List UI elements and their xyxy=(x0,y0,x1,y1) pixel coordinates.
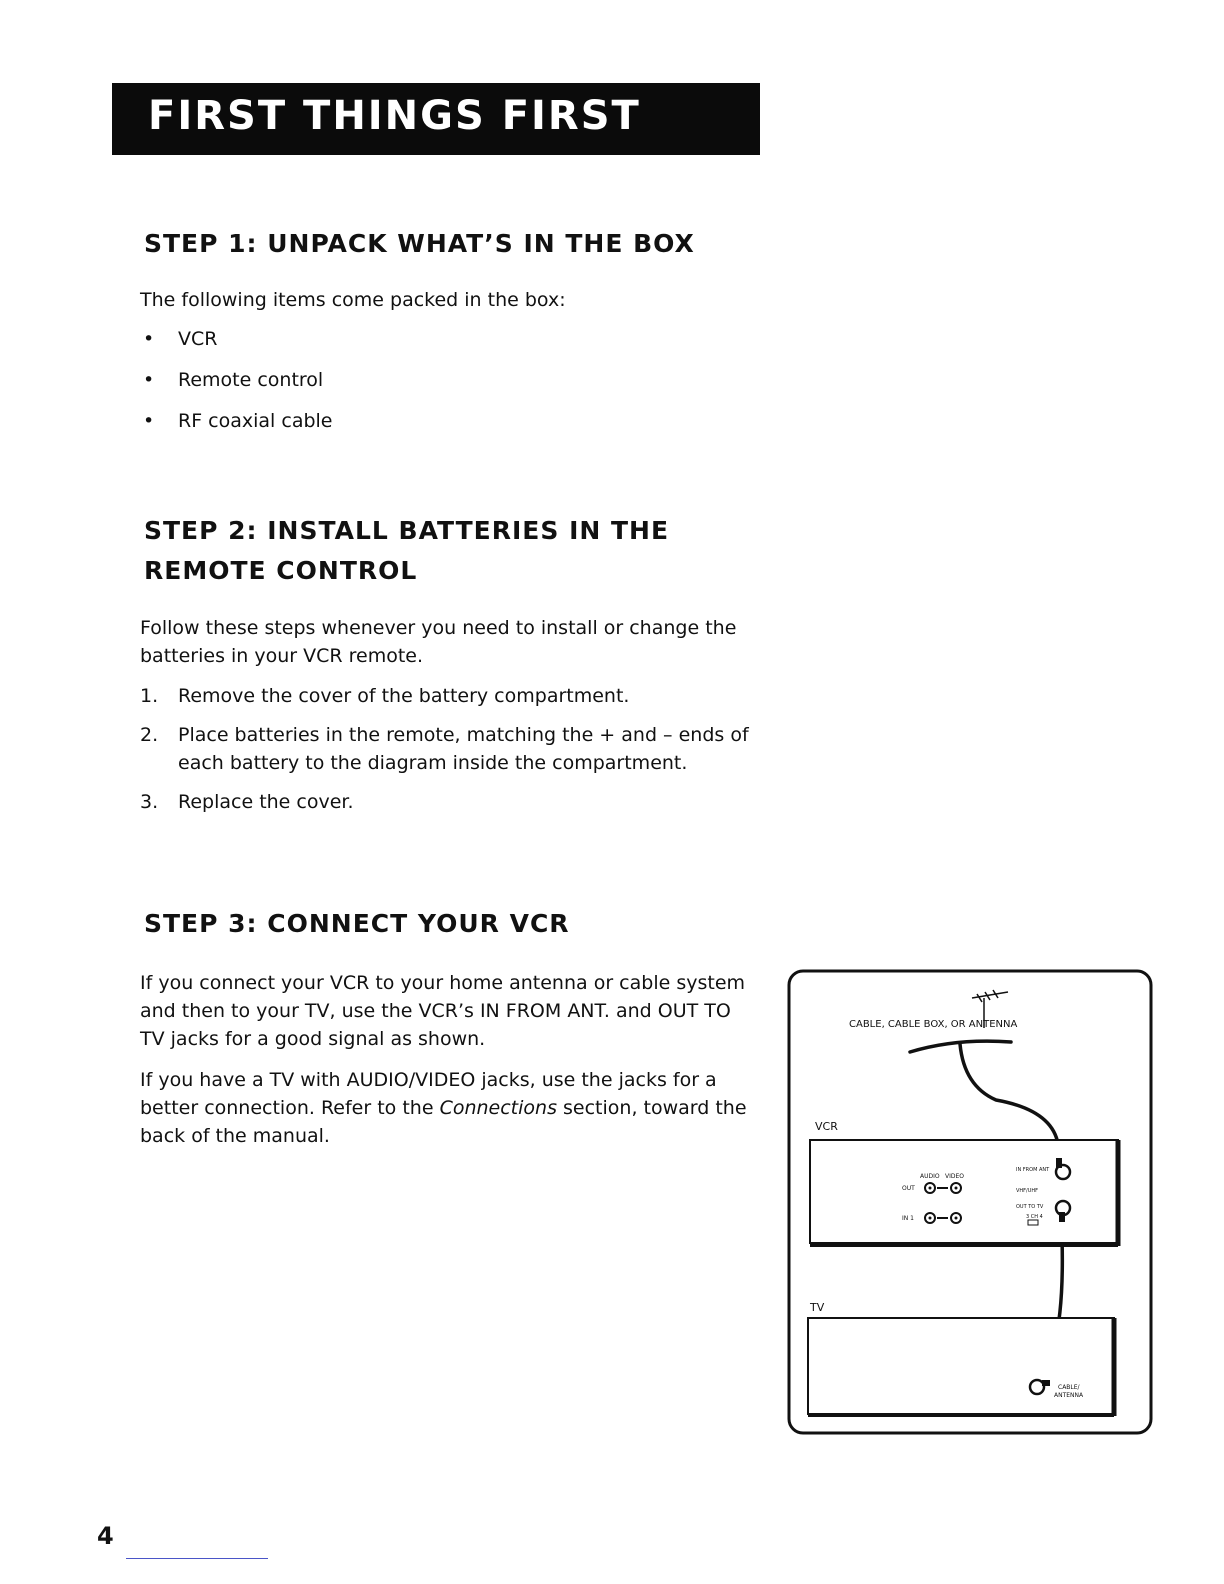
banner-title: FIRST THINGS FIRST xyxy=(148,93,641,139)
section-banner xyxy=(112,83,760,155)
tv-box xyxy=(808,1318,1114,1414)
step3-heading: STEP 3: CONNECT YOUR VCR xyxy=(144,909,570,938)
list-item: 1. Remove the cover of the battery compartment. xyxy=(140,685,630,707)
cable-antenna-label-2: ANTENNA xyxy=(1054,1392,1084,1399)
out-label: OUT xyxy=(902,1185,915,1192)
footer-rule xyxy=(126,1558,268,1559)
step2-intro: Follow these steps whenever you need to install or change the batteries in your VCR remote. xyxy=(140,617,737,667)
cable-antenna-label-1: CABLE/ xyxy=(1058,1384,1080,1391)
in-from-ant-label: IN FROM ANT xyxy=(1016,1167,1050,1173)
step2-heading-line2: REMOTE CONTROL xyxy=(144,556,418,585)
connections-reference: Connections xyxy=(439,1097,557,1119)
audio-label: AUDIO xyxy=(920,1173,940,1180)
out-to-tv-label: OUT TO TV xyxy=(1016,1204,1044,1210)
vcr-label: VCR xyxy=(815,1120,838,1133)
source-label: CABLE, CABLE BOX, OR ANTENNA xyxy=(849,1019,1018,1030)
box-contents-list xyxy=(140,325,750,448)
channel-label: 3 CH 4 xyxy=(1026,1214,1043,1220)
vcr-box xyxy=(810,1140,1118,1243)
vhf-uhf-label: VHF/UHF xyxy=(1016,1188,1039,1194)
list-item: • RF coaxial cable xyxy=(140,407,750,435)
bullet-icon: • xyxy=(143,328,155,350)
in-label: IN 1 xyxy=(902,1215,914,1222)
video-label: VIDEO xyxy=(945,1173,965,1180)
list-item: • VCR xyxy=(140,325,750,353)
tv-label: TV xyxy=(810,1301,825,1314)
bullet-icon: • xyxy=(143,410,155,432)
battery-steps-list xyxy=(140,682,750,827)
step1-intro: The following items come packed in the box: xyxy=(140,289,566,311)
step3-paragraph-2: If you have a TV with AUDIO/VIDEO jacks, use the jacks for a better connection. Refer to the Connections section, toward the back of the manual. xyxy=(140,1069,747,1147)
bullet-icon: • xyxy=(143,369,155,391)
connection-diagram xyxy=(786,968,1156,1438)
step1-heading: STEP 1: UNPACK WHAT’S IN THE BOX xyxy=(144,229,695,258)
list-item: • Remote control xyxy=(140,366,750,394)
diagram-svg xyxy=(786,968,1156,1438)
step3-paragraph-1: If you connect your VCR to your home antenna or cable system and then to your TV, use the VCR’s IN FROM ANT. and OUT TO TV jacks for a good signal as shown. xyxy=(140,972,746,1050)
step2-heading-line1: STEP 2: INSTALL BATTERIES IN THE xyxy=(144,516,670,545)
page-number: 4 xyxy=(97,1522,114,1550)
list-item: 2. Place batteries in the remote, matching the + and – ends of each battery to the diagram inside the compartment. xyxy=(140,724,749,774)
list-item: 3. Replace the cover. xyxy=(140,791,354,813)
